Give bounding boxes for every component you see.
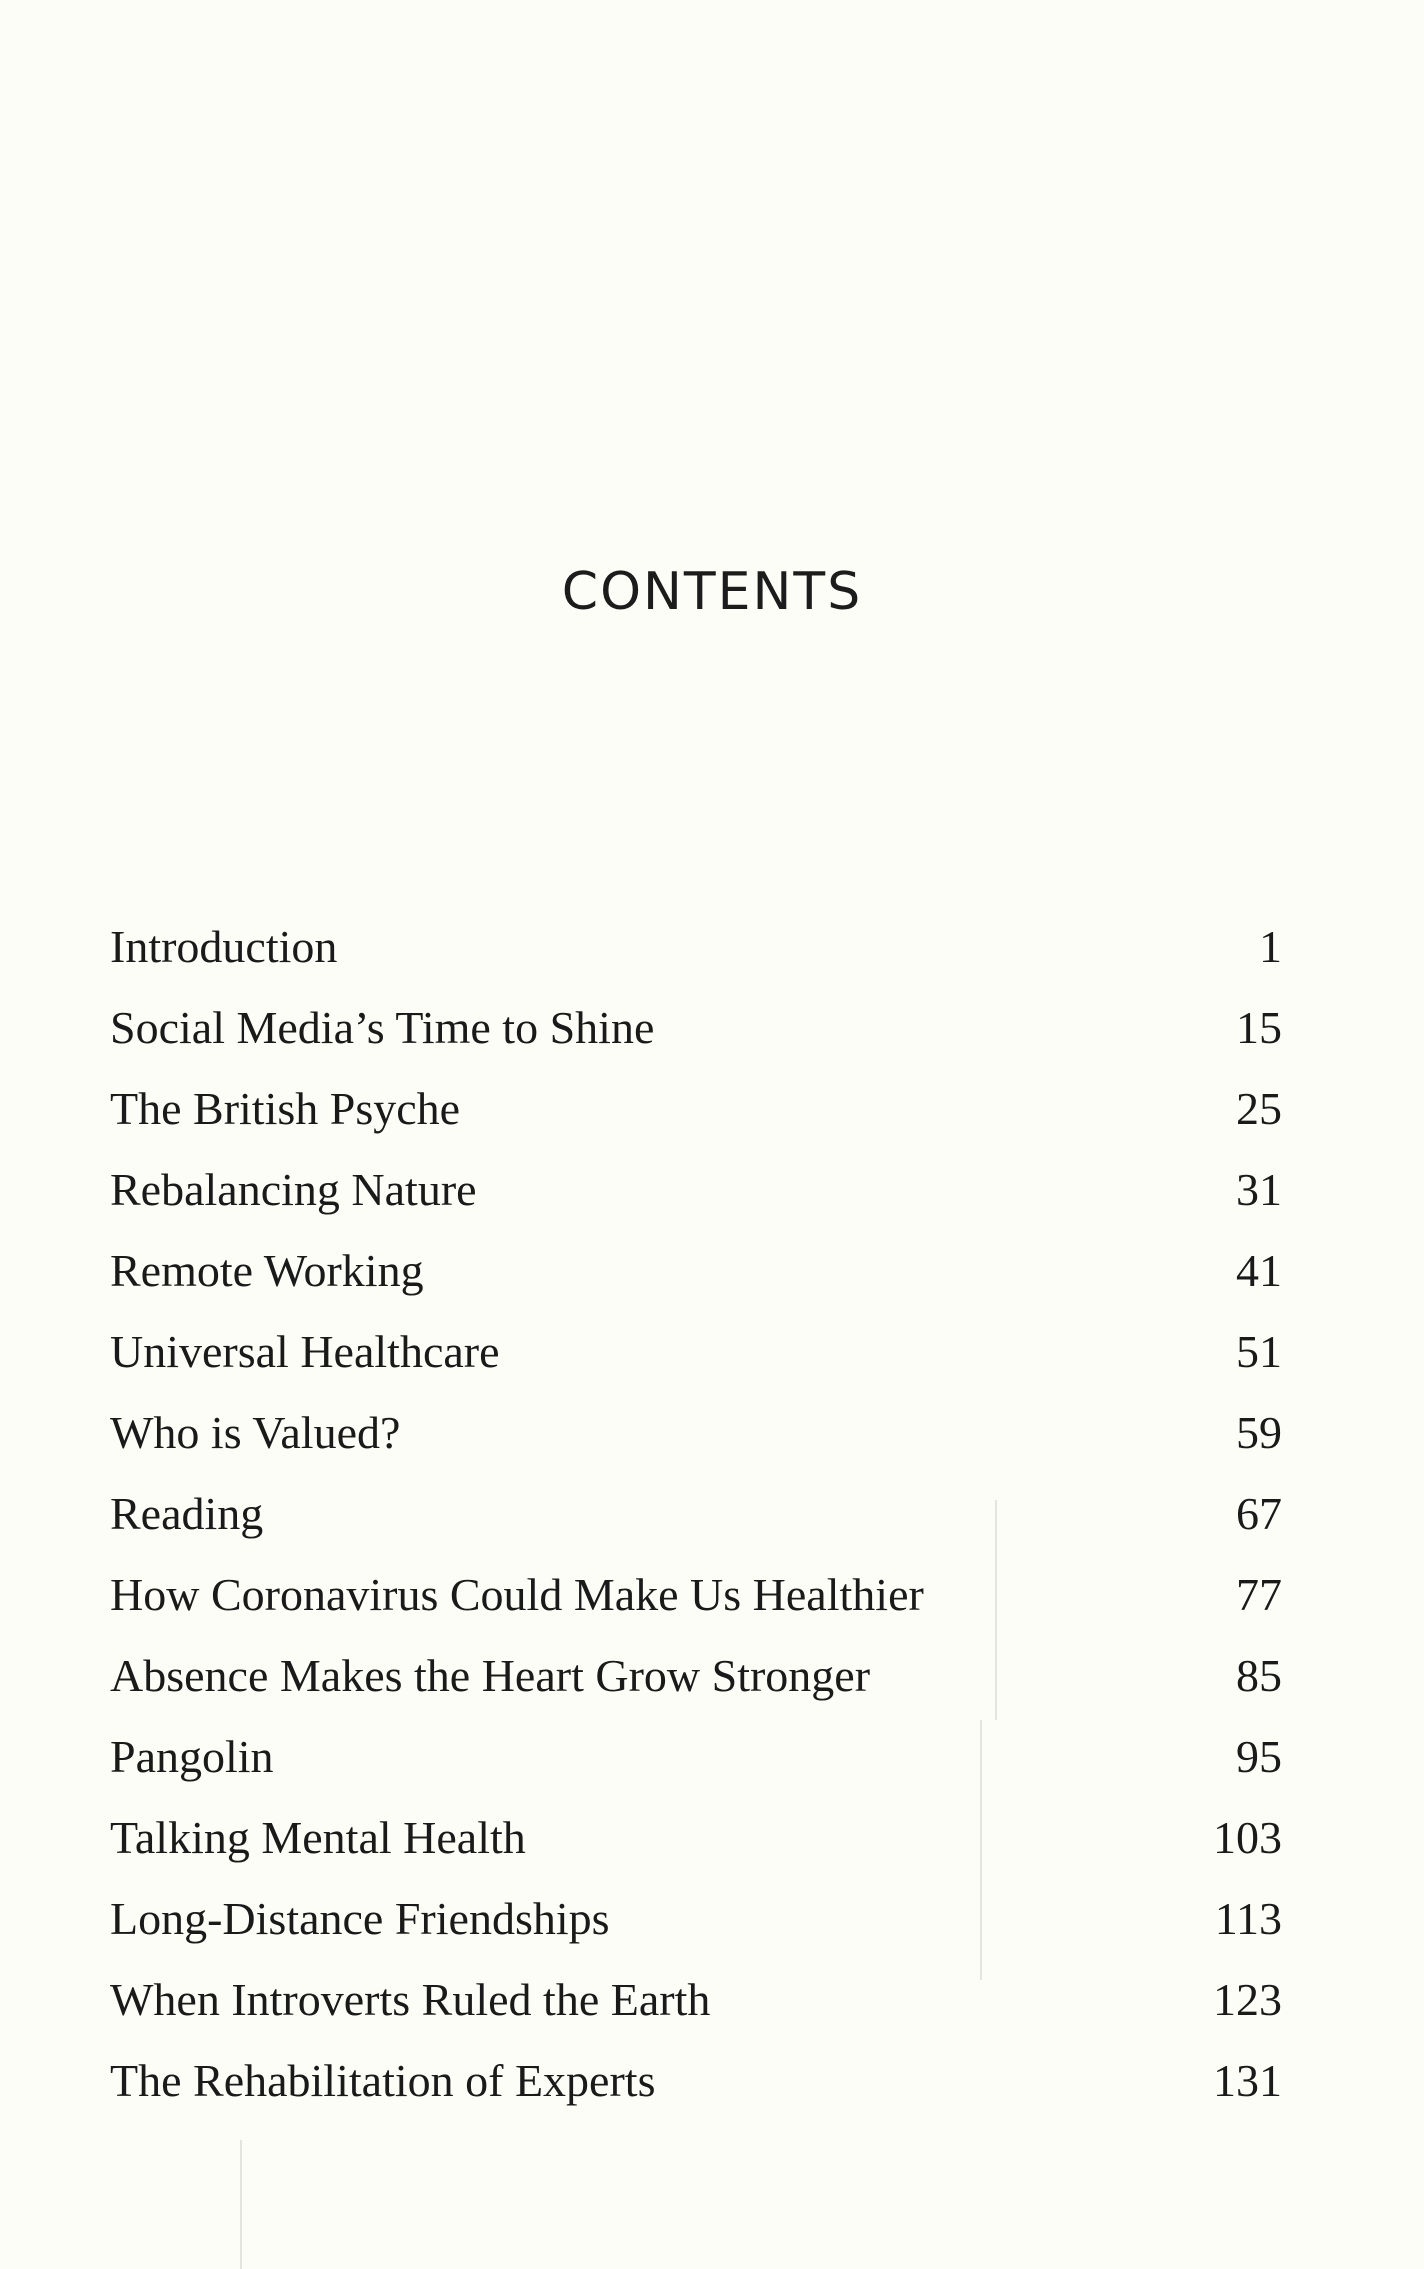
toc-entry[interactable] (110, 1797, 1282, 1878)
toc-entry-page: 113 (1214, 1893, 1282, 1944)
toc-entry-title: Pangolin (110, 1731, 274, 1782)
toc-entry-page: 131 (1213, 2055, 1282, 2106)
toc-entry-title: How Coronavirus Could Make Us Healthier (110, 1569, 924, 1620)
toc-entry[interactable] (110, 2040, 1282, 2121)
toc-entry-title: Who is Valued? (110, 1407, 401, 1458)
toc-entry[interactable] (110, 906, 1282, 987)
toc-entry-title: Talking Mental Health (110, 1812, 526, 1863)
toc-entry[interactable] (110, 1959, 1282, 2040)
toc-entry-page: 67 (1236, 1488, 1282, 1539)
toc-entry[interactable] (110, 1716, 1282, 1797)
toc-entry[interactable] (110, 1311, 1282, 1392)
toc-entry[interactable] (110, 1878, 1282, 1959)
toc-entry-page: 85 (1236, 1650, 1282, 1701)
toc-entry[interactable] (110, 1392, 1282, 1473)
toc-entry[interactable] (110, 1473, 1282, 1554)
toc-entry[interactable] (110, 1230, 1282, 1311)
toc-entry-page: 25 (1236, 1083, 1282, 1134)
scan-artifact (240, 2140, 242, 2269)
toc-entry-page: 51 (1236, 1326, 1282, 1377)
toc-entry-page: 31 (1236, 1164, 1282, 1215)
toc-entry[interactable] (110, 1554, 1282, 1635)
toc-entry[interactable] (110, 1635, 1282, 1716)
toc-entry-title: Rebalancing Nature (110, 1164, 477, 1215)
toc-entry-page: 123 (1213, 1974, 1282, 2025)
toc-entry-page: 41 (1236, 1245, 1282, 1296)
toc-entry-page: 77 (1236, 1569, 1282, 1620)
toc-entry[interactable] (110, 1068, 1282, 1149)
page-title: CONTENTS (561, 562, 863, 622)
toc-entry-title: The British Psyche (110, 1083, 461, 1134)
toc-entry-page: 1 (1259, 921, 1282, 972)
toc-entry-page: 15 (1236, 1002, 1282, 1053)
toc-entry-page: 95 (1236, 1731, 1282, 1782)
toc-entry-title: Universal Healthcare (110, 1326, 500, 1377)
toc-entry[interactable] (110, 1149, 1282, 1230)
toc-entry-title: Long-Distance Friendships (110, 1893, 610, 1944)
toc-entry-title: Reading (110, 1488, 264, 1539)
toc-entry[interactable] (110, 987, 1282, 1068)
table-of-contents (110, 906, 1282, 2121)
toc-entry-title: Social Media’s Time to Shine (110, 1002, 655, 1053)
toc-entry-page: 59 (1236, 1407, 1282, 1458)
toc-entry-title: The Rehabilitation of Experts (110, 2055, 656, 2106)
toc-entry-page: 103 (1213, 1812, 1282, 1863)
toc-entry-title: Absence Makes the Heart Grow Stronger (110, 1650, 871, 1701)
toc-entry-title: Introduction (110, 921, 338, 972)
toc-entry-title: Remote Working (110, 1245, 424, 1296)
toc-entry-title: When Introverts Ruled the Earth (110, 1974, 711, 2025)
